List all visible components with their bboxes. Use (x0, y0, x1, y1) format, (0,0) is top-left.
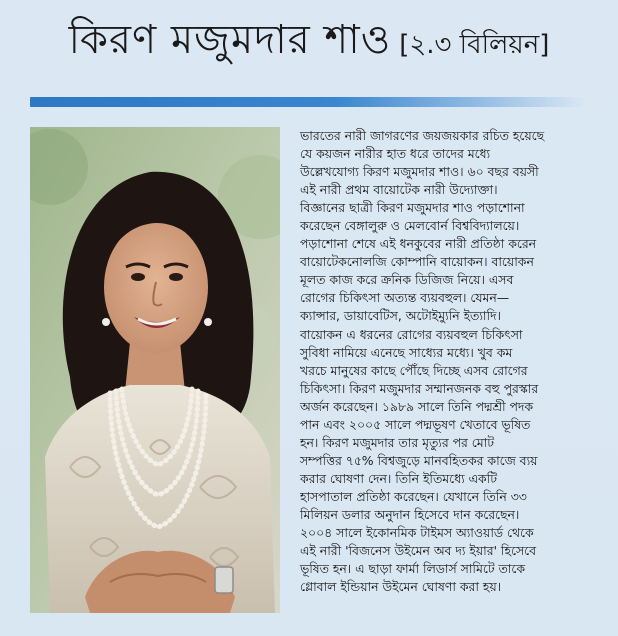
article-line: হন। কিরণ মজুমদার তার মৃত্যুর পর মোট (300, 434, 495, 450)
article-line: যে কয়জন নারীর হাত ধরে তাদের মধ্যে (300, 146, 491, 162)
article-line: বিজ্ঞানের ছাত্রী কিরণ মজুমদার শাও পড়াশোনা (300, 200, 525, 216)
article-line: পান এবং ২০০৫ সালে পদ্মভূষণ খেতাবে ভূষিত (300, 416, 531, 432)
article-line: চিকিৎসা। কিরণ মজুমদার সম্মানজনক বহু পুরস্কার (300, 380, 539, 396)
article-line: ভারতের নারী জাগরণের জয়জয়কার রচিত হয়েছে (300, 128, 545, 143)
article-line: বায়োকন এ ধরনের রোগের ব্যয়বহুল চিকিৎসা (300, 326, 523, 342)
article-line: অর্জন করেছেন। ১৯৮৯ সালে তিনি পদ্মশ্রী পদক (300, 398, 534, 414)
article-line: মিলিয়ন ডলার অনুদান হিসেবে দান করেছেন। (300, 506, 520, 522)
article-line: গ্লোবাল ইন্ডিয়ান উইমেন ঘোষণা করা হয়। (300, 579, 502, 595)
article-line: ২০০৪ সালে ইকোনমিক টাইমস অ্যাওয়ার্ড থেকে (300, 525, 534, 541)
article-line: এই নারী প্রথম বায়োটেক নারী উদ্যোক্তা। (300, 182, 498, 198)
article-line: খরচে মানুষের কাছে পৌঁছে দিচ্ছে এসব রোগের (300, 362, 528, 378)
article-line: এই নারী 'বিজনেস উইমেন অব দ্য ইয়ার' হিসেবে (300, 543, 537, 559)
article-line: পড়াশোনা শেষে এই ধনকুবের নারী প্রতিষ্ঠা করেন (300, 236, 537, 252)
headline-title: কিরণ মজুমদার শাও (68, 17, 392, 63)
article-line: ক্যান্সার, ডায়াবেটিস, অটোইম্যুনি ইত্যাদি। (300, 308, 501, 324)
headline (0, 17, 618, 63)
article-line: হাসপাতাল প্রতিষ্ঠা করেছেন। যেখানে তিনি ৩৩ (300, 488, 527, 504)
article-line: সুবিধা নামিয়ে এনেছে সাধ্যের মধ্যে। খুব কম (300, 344, 513, 360)
article-line: করেছেন বেঙ্গালুরু ও মেলবোর্ন বিশ্ববিদ্যালয়ে। (300, 218, 520, 234)
headline-divider (30, 97, 584, 107)
article-line: মূলত কাজ করে ক্রনিক ডিজিজ নিয়ে। এসব (300, 272, 514, 288)
article-body (300, 127, 600, 596)
article-line: উল্লেখযোগ্য কিরণ মজুমদার শাও। ৬০ বছর বয়সী (300, 164, 539, 180)
portrait-illustration (30, 127, 280, 613)
article-line: রোগের চিকিৎসা অত্যন্ত ব্যয়বহুল। যেমন— (300, 290, 510, 306)
article-line: সম্পত্তির ৭৫% বিশ্বজুড়ে মানবহিতকর কাজে ব্যয় (300, 452, 538, 468)
portrait-photo (30, 127, 280, 613)
article-line: ভূষিত হন। এ ছাড়া ফার্মা লিডার্স সামিটে তাকে (300, 561, 526, 577)
headline-subtitle: [২.৩ বিলিয়ন] (399, 30, 550, 60)
article-line: বায়োটেকনোলজি কোম্পানি বায়োকন। বায়োকন (300, 254, 534, 270)
article-line: করার ঘোষণা দেন। তিনি ইতিমধ্যে একটি (300, 470, 497, 486)
